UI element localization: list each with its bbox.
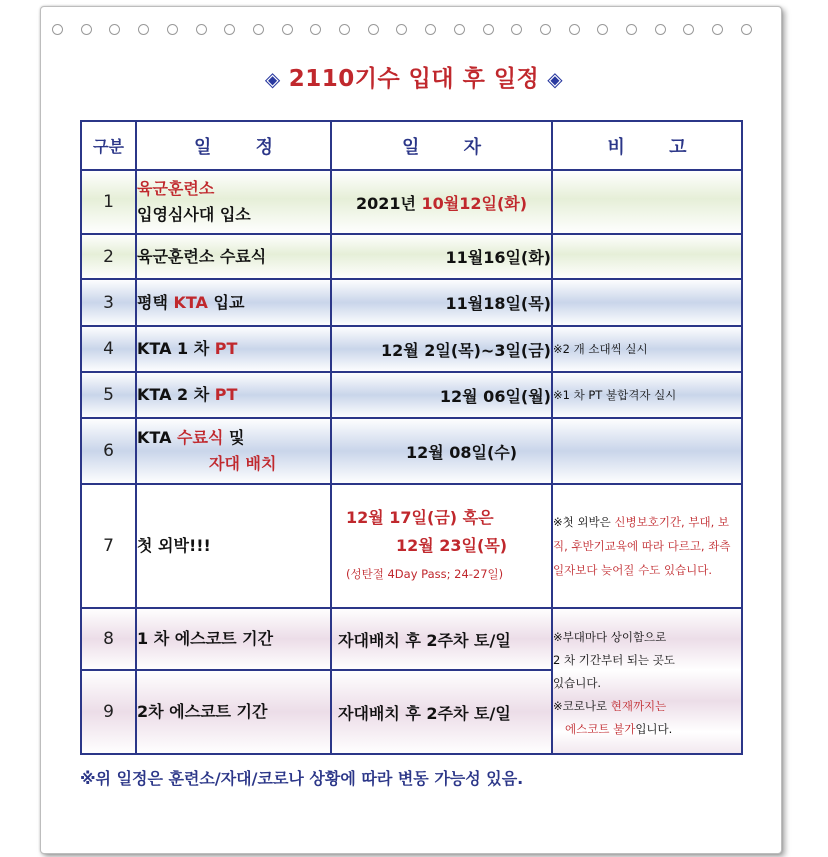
diamond-icon: ◈ <box>264 67 281 91</box>
row-number: 6 <box>81 418 136 484</box>
date-year: 2021년 <box>355 193 422 213</box>
title-text: 2110기수 입대 후 일정 <box>288 66 540 92</box>
schedule-item: 첫 외박!!! <box>136 484 331 608</box>
item-red-text: PT <box>214 385 238 404</box>
binder-ring-icon <box>310 24 321 35</box>
note-text: 2 차 기간부터 되는 곳도 <box>553 652 675 667</box>
row-number: 1 <box>81 170 136 234</box>
binder-ring-icon <box>109 24 120 35</box>
item-text: KTA 1 차 <box>137 339 215 358</box>
note-text: ※부대마다 상이함으로 <box>553 629 667 644</box>
row-number: 8 <box>81 608 136 670</box>
schedule-item <box>136 418 331 484</box>
date-line: 12월 17일(금) 혹은 <box>346 508 494 527</box>
item-text: 입영심사대 입소 <box>137 205 251 224</box>
table-row <box>81 170 742 234</box>
table-row <box>81 608 742 670</box>
item-red-text: 수료식 <box>177 428 224 447</box>
schedule-date: 자대배치 후 2주차 토/일 <box>331 608 552 670</box>
item-red-text: PT <box>214 339 238 358</box>
note-text: ※첫 외박은 <box>553 515 615 529</box>
table-row <box>81 484 742 608</box>
note-red-text: 에스코트 불가 <box>565 721 636 736</box>
binder-ring-icon <box>81 24 92 35</box>
table-row <box>81 279 742 326</box>
table-row <box>81 234 742 279</box>
note-text: 있습니다. <box>553 675 602 690</box>
schedule-table <box>80 120 743 755</box>
schedule-note: ※1 차 PT 불합격자 실시 <box>552 372 742 418</box>
date-line: (성탄절 4Day Pass; 24-27일) <box>346 567 504 581</box>
binder-ring-icon <box>196 24 207 35</box>
schedule-date: 12월 2일(목)~3일(금) <box>331 326 552 372</box>
schedule-date: 12월 08일(수) <box>331 418 552 484</box>
footer-note: ※위 일정은 훈련소/자대/코로나 상황에 따라 변동 가능성 있음. <box>80 769 524 788</box>
binder-ring-icon <box>712 24 723 35</box>
schedule-item: 1 차 에스코트 기간 <box>136 608 331 670</box>
binder-ring-icon <box>741 24 752 35</box>
table-row <box>81 372 742 418</box>
row-number: 5 <box>81 372 136 418</box>
item-text: 입교 <box>207 292 245 312</box>
table-header-row <box>81 121 742 170</box>
item-red-text: 육군훈련소 <box>137 179 215 198</box>
diamond-icon: ◈ <box>547 67 564 91</box>
binder-ring-icon <box>425 24 436 35</box>
binder-ring-icon <box>253 24 264 35</box>
schedule-item <box>136 326 331 372</box>
binder-ring-icon <box>368 24 379 35</box>
schedule-date: 11월16일(화) <box>331 234 552 279</box>
binder-ring-icon <box>167 24 178 35</box>
row-number: 2 <box>81 234 136 279</box>
schedule-note <box>552 234 742 279</box>
row-number: 3 <box>81 279 136 326</box>
item-text: 평택 <box>137 292 174 312</box>
header-category: 구분 <box>81 121 136 170</box>
schedule-item: 2차 에스코트 기간 <box>136 670 331 754</box>
table-row <box>81 326 742 372</box>
schedule-note <box>552 418 742 484</box>
binder-ring-icon <box>540 24 551 35</box>
binder-ring-icon <box>483 24 494 35</box>
item-red-text: 자대 배치 <box>209 454 277 473</box>
binder-ring-icon <box>396 24 407 35</box>
binder-ring-icon <box>655 24 666 35</box>
binder-ring-icon <box>52 24 63 35</box>
schedule-date <box>331 170 552 234</box>
binder-ring-icon <box>683 24 694 35</box>
note-text: ※코로나로 <box>553 698 611 713</box>
item-text: 및 <box>223 428 245 447</box>
binder-rings <box>52 24 772 38</box>
binder-ring-icon <box>224 24 235 35</box>
schedule-item <box>136 279 331 326</box>
note-red-text: 신병보호기간, 부대, 보직, 후반기교육에 따라 다르고, 좌측 일자보다 늦어질 수도 있습니다. <box>553 515 731 577</box>
schedule-date: 12월 06일(월) <box>331 372 552 418</box>
schedule-item: 육군훈련소 수료식 <box>136 234 331 279</box>
schedule-date: 자대배치 후 2주차 토/일 <box>331 670 552 754</box>
page-title <box>0 60 828 93</box>
header-remarks: 비 고 <box>552 121 742 170</box>
binder-ring-icon <box>282 24 293 35</box>
date-red: 10월12일(화) <box>421 193 528 213</box>
schedule-note <box>552 484 742 608</box>
item-text: KTA <box>137 428 178 447</box>
binder-ring-icon <box>569 24 580 35</box>
schedule-note <box>552 170 742 234</box>
binder-ring-icon <box>454 24 465 35</box>
escort-note <box>552 608 742 754</box>
item-red-text: KTA <box>173 292 208 312</box>
schedule-note <box>552 279 742 326</box>
binder-ring-icon <box>597 24 608 35</box>
row-number: 7 <box>81 484 136 608</box>
date-line: 12월 23일(목) <box>396 536 508 555</box>
table-row <box>81 418 742 484</box>
header-schedule: 일 정 <box>136 121 331 170</box>
schedule-note: ※2 개 소대씩 실시 <box>552 326 742 372</box>
note-red-text: 현재까지는 <box>610 698 667 713</box>
schedule-date: 11월18일(목) <box>331 279 552 326</box>
binder-ring-icon <box>339 24 350 35</box>
item-text: KTA 2 차 <box>137 385 215 404</box>
schedule-item <box>136 372 331 418</box>
header-date: 일 자 <box>331 121 552 170</box>
note-text: 입니다. <box>635 721 673 736</box>
binder-ring-icon <box>138 24 149 35</box>
row-number: 4 <box>81 326 136 372</box>
binder-ring-icon <box>511 24 522 35</box>
schedule-item <box>136 170 331 234</box>
binder-ring-icon <box>626 24 637 35</box>
row-number: 9 <box>81 670 136 754</box>
schedule-date <box>331 484 552 608</box>
